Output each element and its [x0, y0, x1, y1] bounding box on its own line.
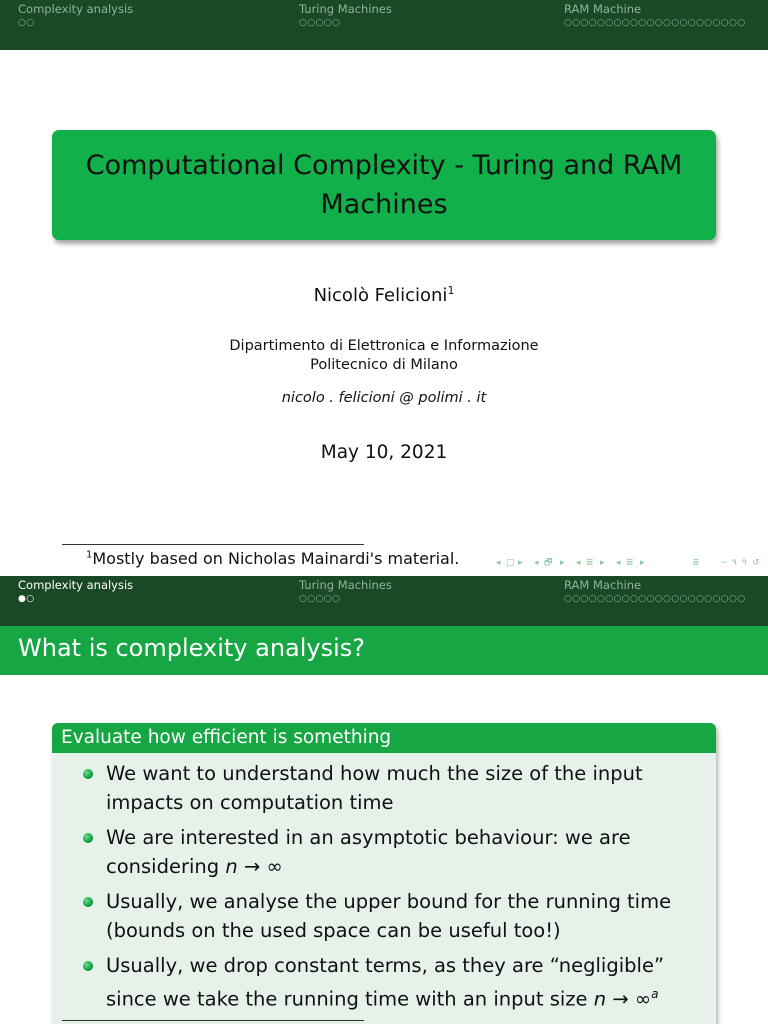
presentation-title: Computational Complexity - Turing and RAM Machines	[85, 150, 683, 220]
nav-section-complexity-analysis[interactable]	[18, 2, 133, 30]
frame-title: What is complexity analysis?	[18, 634, 366, 662]
bullet-ball-icon	[83, 897, 93, 907]
nav-next-arrow-icon[interactable]: ▸	[600, 558, 605, 568]
nav-section-dots[interactable]: ○○○○○	[299, 594, 341, 604]
nav-prev-arrow-icon[interactable]: ◂	[616, 558, 621, 568]
author-email: nicolo . felicioni @ polimi . it	[281, 390, 487, 406]
list-item	[52, 887, 716, 945]
nav-section-ram-machine[interactable]	[564, 2, 746, 30]
nav-search-back-icon[interactable]: ۹	[732, 558, 737, 568]
bullet-text: Usually, we analyse the upper bound for the running time (bounds on the used space can be useful too!)	[106, 890, 672, 942]
bullet-ball-icon	[83, 961, 93, 971]
bullet-math: n → ∞	[593, 987, 652, 1011]
nav-prev-arrow-icon[interactable]: ◂	[576, 558, 581, 568]
nav-document-icon[interactable]: ≣	[692, 558, 700, 568]
institution-department: Dipartimento di Elettronica e Informazione	[229, 338, 539, 354]
footnote-rule	[62, 1020, 364, 1021]
nav-next-arrow-icon[interactable]: ▸	[640, 558, 645, 568]
nav-section-dots[interactable]: ○○○○○○○○○○○○○○○○○○○○○○	[564, 18, 746, 28]
nav-section-label: RAM Machine	[564, 578, 642, 592]
bullet-text: We are interested in an asymptotic behaviour: we are considering	[106, 826, 631, 878]
content-slide	[0, 576, 768, 1024]
list-item	[52, 951, 716, 1014]
institution-university: Politecnico di Milano	[310, 357, 458, 373]
footnote-rule	[62, 544, 364, 545]
bullet-text: Usually, we drop constant terms, as they are “negligible” since we take the running time with an input size	[106, 954, 665, 1011]
nav-section-dots[interactable]: ●○	[18, 594, 35, 604]
block-body	[52, 753, 716, 1024]
bullet-math: n → ∞	[225, 855, 283, 878]
bullet-ball-icon	[83, 833, 93, 843]
nav-section-ram-machine[interactable]	[564, 578, 746, 606]
footnote-text: Mostly based on Nicholas Mainardi's material.	[92, 549, 460, 568]
nav-section-turing-machines[interactable]	[299, 2, 392, 30]
nav-prev-arrow-icon[interactable]: ◂	[534, 558, 539, 568]
nav-section-label: Complexity analysis	[18, 578, 134, 592]
beamer-navigation-symbols	[496, 555, 764, 571]
nav-next-arrow-icon[interactable]: ▸	[560, 558, 565, 568]
bullet-text: We want to understand how much the size of the input impacts on computation time	[106, 762, 643, 814]
nav-section-label: Complexity analysis	[18, 2, 134, 16]
content-block	[52, 723, 716, 1024]
nav-section-label: RAM Machine	[564, 2, 642, 16]
nav-section-icon[interactable]: ≣	[626, 558, 634, 568]
nav-section-dots[interactable]: ○○	[18, 18, 35, 28]
author	[0, 284, 768, 306]
nav-section-turing-machines[interactable]	[299, 578, 392, 606]
nav-section-dots[interactable]: ○○○○○	[299, 18, 341, 28]
nav-search-icon[interactable]: ۹	[742, 558, 747, 568]
list-item	[52, 759, 716, 817]
nav-next-arrow-icon[interactable]: ▸	[518, 558, 523, 568]
nav-section-label: Turing Machines	[299, 578, 392, 592]
bullet-footnote-mark: a	[651, 987, 659, 1001]
block-title: Evaluate how efficient is something	[52, 723, 716, 753]
author-name: Nicolò Felicioni	[313, 285, 448, 306]
nav-slide-icon[interactable]: □	[506, 558, 515, 568]
frame-title-bar	[0, 626, 768, 675]
author-footnote-mark: 1	[447, 284, 455, 297]
nav-frame-icon[interactable]: 🗗	[544, 558, 553, 568]
bullet-ball-icon	[83, 769, 93, 779]
presentation-date: May 10, 2021	[320, 442, 448, 463]
nav-subsection-icon[interactable]: ≣	[586, 558, 594, 568]
footnote-mark: 1	[86, 549, 93, 561]
nav-section-complexity-analysis[interactable]	[18, 578, 133, 606]
nav-back-icon[interactable]: ∽	[720, 558, 728, 568]
nav-prev-arrow-icon[interactable]: ◂	[496, 558, 501, 568]
section-navbar	[0, 0, 768, 50]
list-item	[52, 823, 716, 881]
footnote	[86, 549, 459, 568]
title-box	[52, 130, 716, 240]
section-navbar	[0, 576, 768, 626]
nav-section-dots[interactable]: ○○○○○○○○○○○○○○○○○○○○○○	[564, 594, 746, 604]
nav-forward-icon[interactable]: ↺	[752, 558, 760, 568]
nav-section-label: Turing Machines	[299, 2, 392, 16]
bullet-list	[52, 753, 716, 1014]
